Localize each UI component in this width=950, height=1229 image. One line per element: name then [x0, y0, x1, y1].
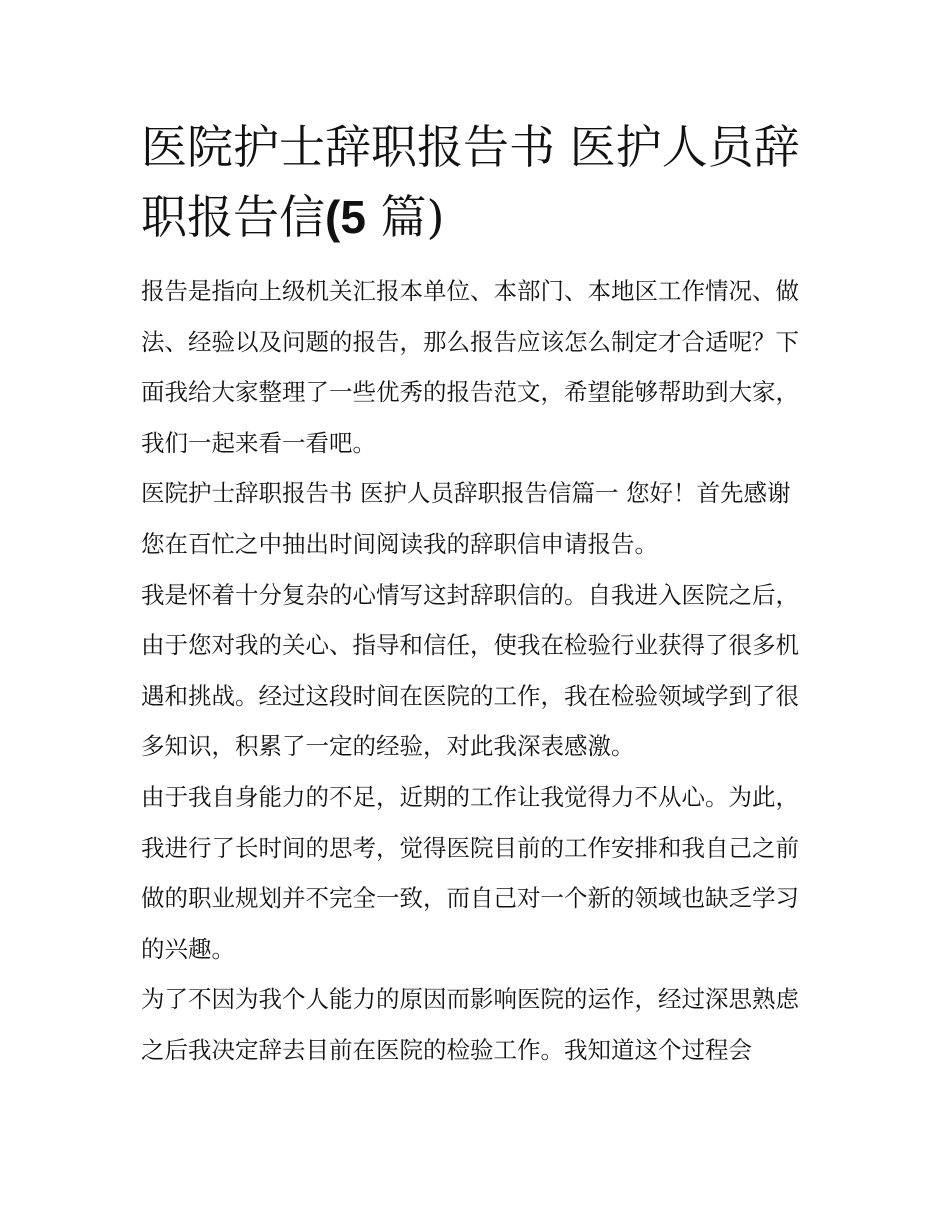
title-count: (5	[325, 191, 366, 243]
document-body	[141, 266, 813, 1076]
document-title	[141, 112, 813, 252]
section-one-opening: 医院护士辞职报告书 医护人员辞职报告信篇一 您好！首先感谢您在百忙之中抽出时间阅读我的辞职信申请报告。	[141, 479, 791, 558]
title-suffix: 篇)	[365, 190, 445, 244]
body-paragraph: 为了不因为我个人能力的原因而影响医院的运作，经过深思熟虑之后我决定辞去目前在医院的检验工作。我知道这个过程会	[141, 985, 799, 1064]
title-text: 医院护士辞职报告书 医护人员辞职报告信	[141, 120, 800, 244]
document-page	[141, 112, 813, 1076]
intro-paragraph: 报告是指向上级机关汇报本单位、本部门、本地区工作情况、做法、经验以及问题的报告，那么报告应该怎么制定才合适呢？下面我给大家整理了一些优秀的报告范文，希望能够帮助到大家，我们一起来看一看吧。	[141, 277, 799, 457]
body-paragraph: 我是怀着十分复杂的心情写这封辞职信的。自我进入医院之后，由于您对我的关心、指导和信任，使我在检验行业获得了很多机遇和挑战。经过这段时间在医院的工作，我在检验领域学到了很多知识，积累了一定的经验，对此我深表感激。	[141, 580, 799, 761]
body-paragraph: 由于我自身能力的不足，近期的工作让我觉得力不从心。为此，我进行了长时间的思考，觉得医院目前的工作安排和我自己之前做的职业规划并不完全一致，而自己对一个新的领域也缺乏学习的兴趣。	[141, 782, 799, 963]
